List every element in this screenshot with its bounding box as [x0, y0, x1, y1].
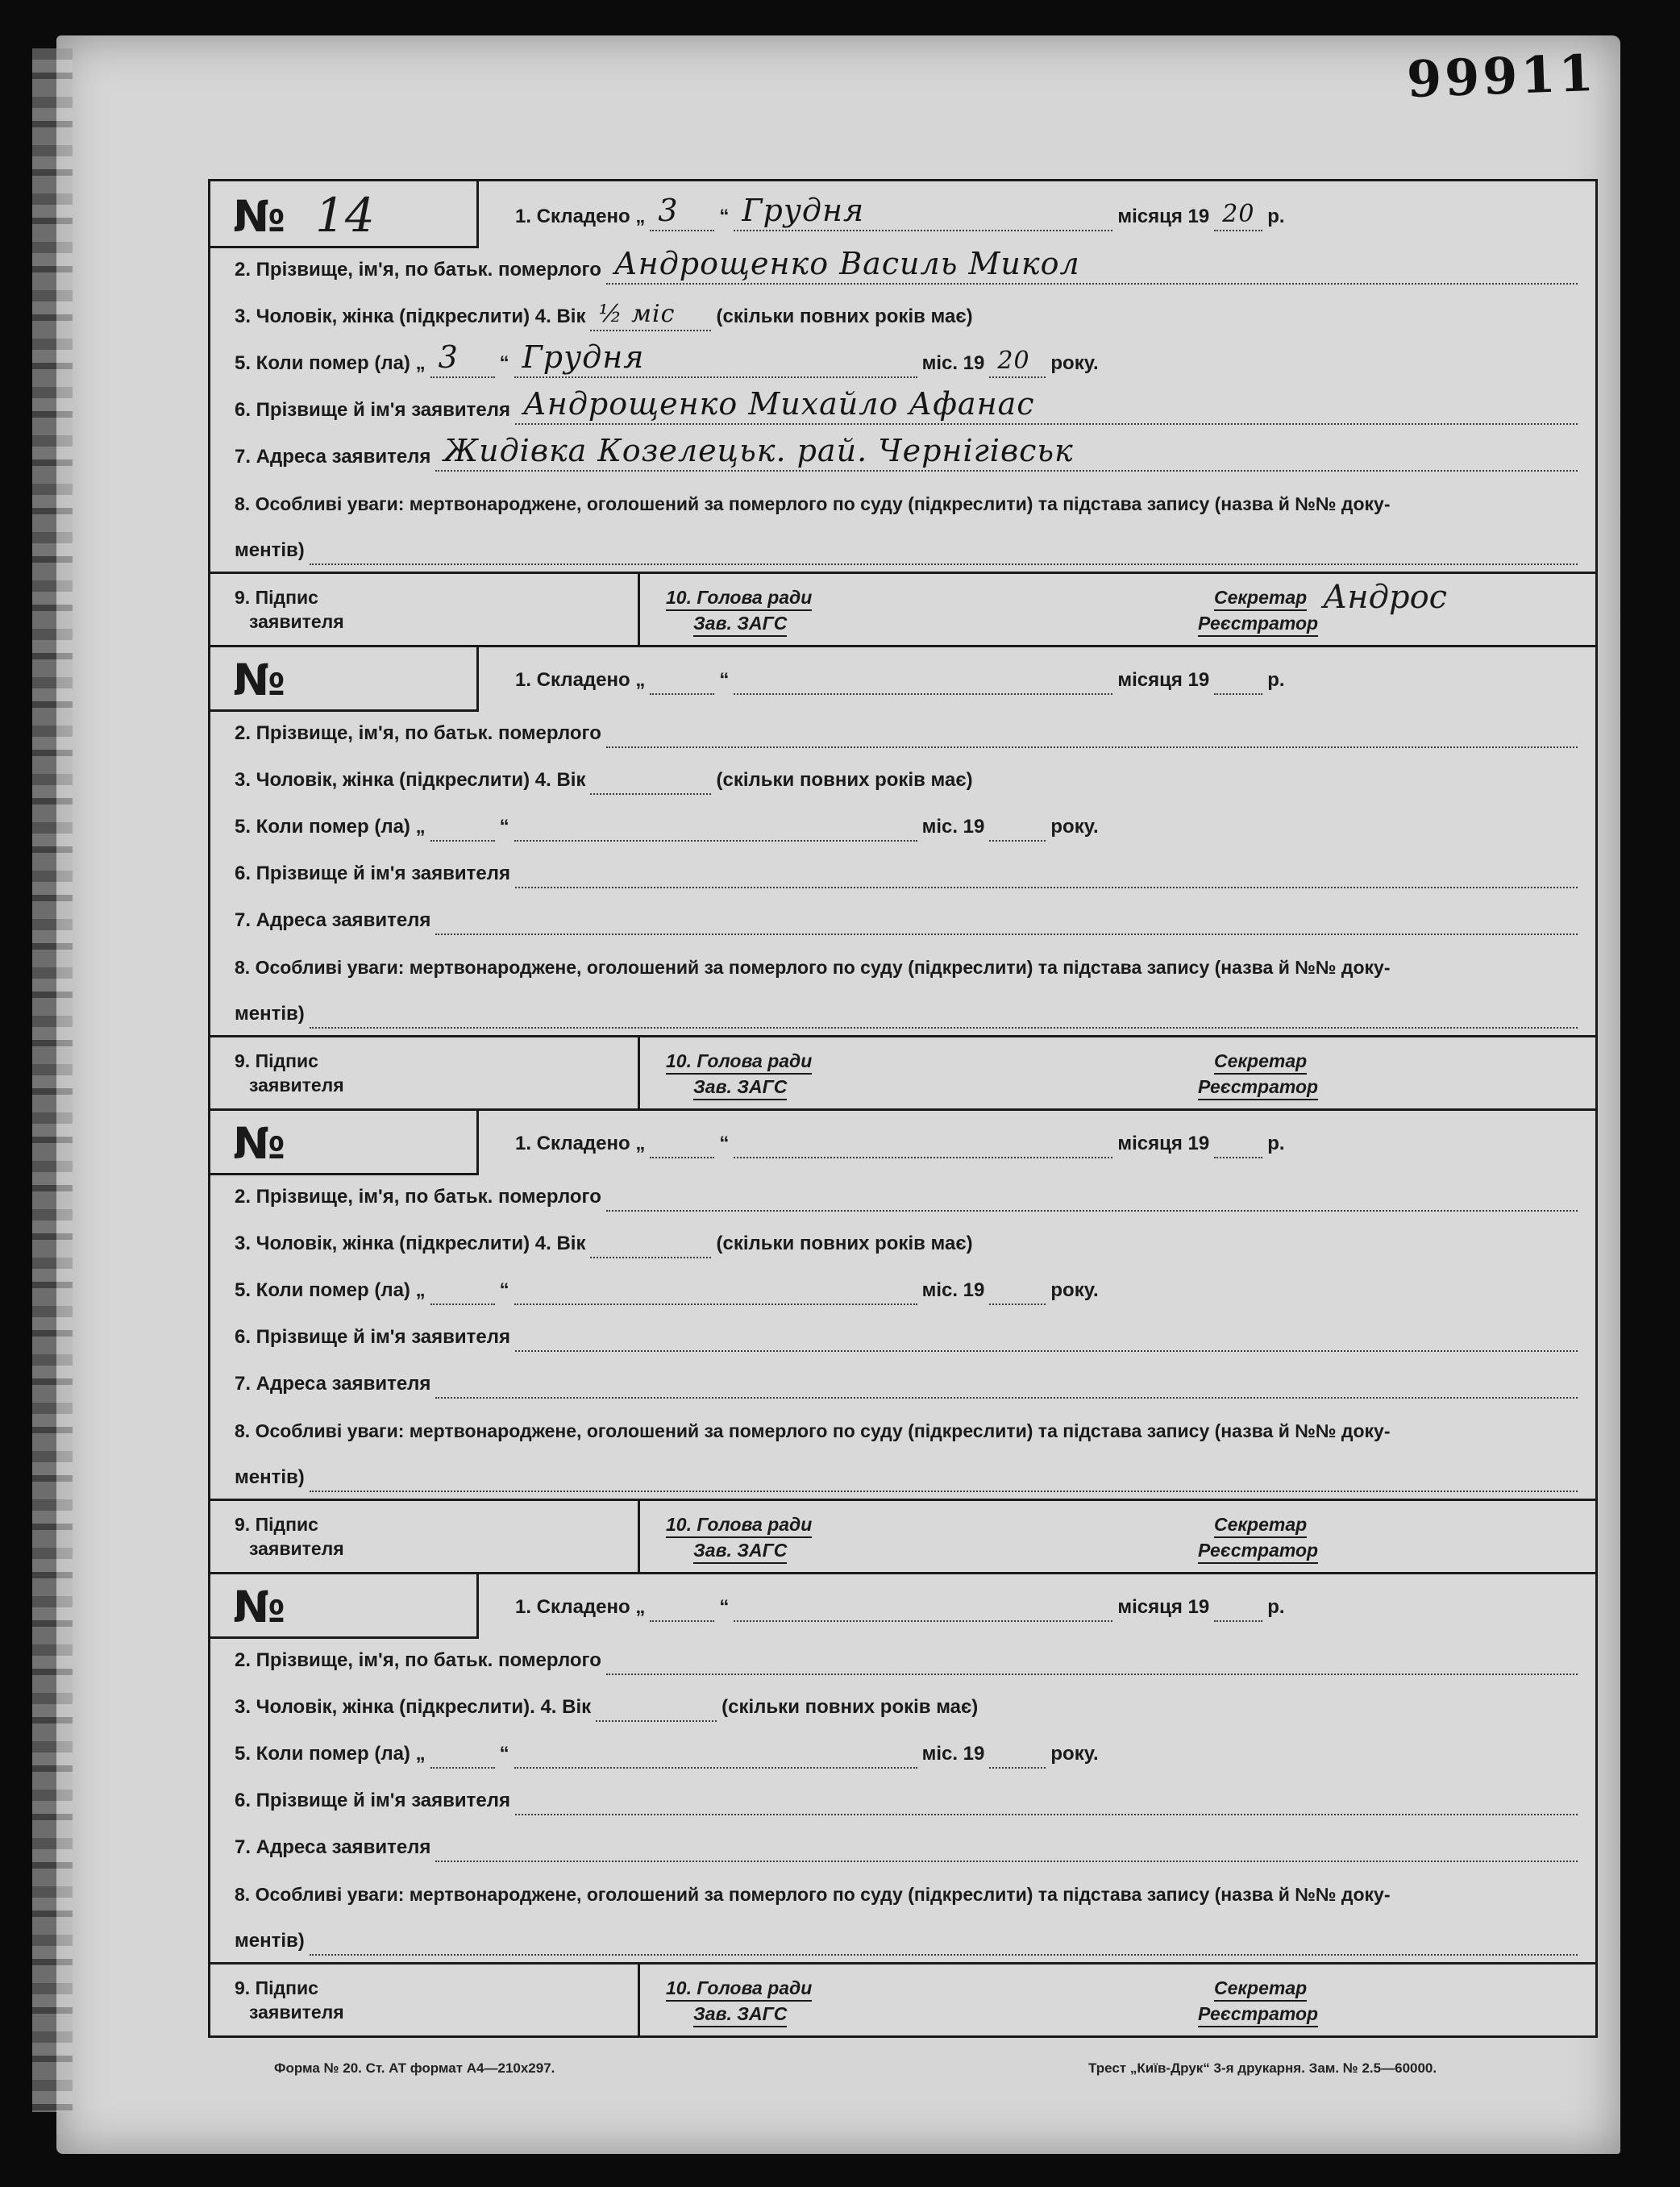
label-month: місяця 19 [1117, 669, 1210, 691]
row-sex-age [235, 1690, 1582, 1722]
record-block [210, 1108, 1595, 1574]
sign-label-line-1: 9. Підпис [235, 1514, 318, 1535]
label-mis: міс. 19 [921, 816, 985, 838]
label-deceased: 2. Прізвище, ім'я, по батьк. померлого [235, 259, 601, 281]
label-sex-age: 3. Чоловік, жінка (підкреслити) 4. Вік [235, 306, 586, 327]
field-died-year [989, 1276, 1046, 1305]
label-roku: року. [1050, 1743, 1099, 1765]
row-sex-age [235, 763, 1582, 795]
label-quote-2: “ [499, 1743, 509, 1765]
label-age-note: (скільки повних років має) [716, 306, 973, 327]
registrar-label: Реєстратор [1198, 2002, 1318, 2027]
row-declarant [235, 856, 1582, 888]
sign-label-line-2: заявителя [249, 611, 344, 632]
secretary-signature [1198, 1976, 1318, 2027]
label-died: 5. Коли помер (ла) „ [235, 816, 426, 838]
footer-printer-info: Трест „Київ-Друк“ 3-я друкарня. Зам. № 2.5—60000. [1088, 2060, 1437, 2076]
secretary-label: Секретар [1214, 1512, 1307, 1538]
handwritten-address: Жидівка Козелецьк. рай. Чернігівськ [443, 433, 1074, 468]
field-age [590, 766, 711, 795]
secretary-signature [1198, 585, 1318, 637]
handwritten-month: Грудня [742, 193, 865, 228]
label-year-r: р. [1267, 1596, 1285, 1618]
label-deceased: 2. Прізвище, ім'я, по батьк. померлого [235, 1649, 601, 1671]
label-month: місяця 19 [1117, 1596, 1210, 1618]
row-notes-cont [235, 533, 1582, 565]
handwritten-day: 3 [658, 193, 679, 228]
sign-label-line-2: заявителя [249, 1075, 344, 1096]
label-year-r: р. [1267, 206, 1285, 227]
row-died [235, 339, 1582, 378]
secretary-label: Секретар [1214, 1976, 1307, 2002]
field-died-day [430, 1276, 495, 1305]
sign-label-line-2: заявителя [249, 1538, 344, 1559]
field-address [435, 906, 1578, 935]
row-compiled [515, 193, 1582, 231]
label-address: 7. Адреса заявителя [235, 1373, 431, 1395]
label-roku: року. [1050, 352, 1099, 374]
signature-row [210, 1962, 1595, 2035]
row-notes-cont [235, 1460, 1582, 1492]
label-quote-2: “ [499, 816, 509, 838]
head-label-2: Зав. ЗАГС [693, 2002, 787, 2027]
label-quote: “ [719, 1133, 730, 1154]
label-mis: міс. 19 [921, 352, 985, 374]
label-notes-cont: ментів) [235, 539, 305, 561]
head-label-1: 10. Голова ради [666, 1512, 812, 1538]
label-month: місяця 19 [1117, 206, 1210, 227]
field-died-day [430, 813, 495, 842]
handwritten-declarant: Андрощенко Михайло Афанас [523, 386, 1035, 422]
label-year-r: р. [1267, 1133, 1285, 1154]
field-day [650, 1593, 714, 1622]
head-label-2: Зав. ЗАГС [693, 1075, 787, 1100]
label-quote: “ [719, 669, 730, 691]
handwritten-year: 20 [1222, 200, 1255, 228]
secretary-signature [1198, 1049, 1318, 1100]
field-address [435, 1833, 1578, 1862]
handwritten-died-year: 20 [997, 347, 1030, 375]
handwritten-died-month: Грудня [522, 339, 645, 375]
label-notes-cont: ментів) [235, 1466, 305, 1488]
label-quote: “ [719, 206, 730, 227]
field-address [435, 433, 1578, 472]
registrar-label: Реєстратор [1198, 1075, 1318, 1100]
field-year [1214, 1593, 1262, 1622]
field-deceased [606, 719, 1578, 748]
label-quote-2: “ [499, 352, 509, 374]
row-address [235, 1366, 1582, 1399]
label-declarant: 6. Прізвище й ім'я заявителя [235, 1790, 511, 1811]
label-mis: міс. 19 [921, 1279, 985, 1301]
label-address: 7. Адреса заявителя [235, 909, 431, 931]
record-number-box [210, 181, 479, 248]
label-address: 7. Адреса заявителя [235, 446, 431, 468]
label-sex-age: 3. Чоловік, жінка (підкреслити) 4. Вік [235, 769, 586, 791]
declarant-signature-label [235, 1512, 622, 1561]
sign-label-line-2: заявителя [249, 2002, 344, 2023]
field-died-month [514, 339, 917, 378]
field-declarant [515, 859, 1578, 888]
head-signature [666, 1049, 812, 1100]
row-died [235, 1273, 1582, 1305]
label-compiled: 1. Складено „ [515, 1133, 646, 1154]
sign-label-line-1: 9. Підпис [235, 1050, 318, 1071]
row-deceased [235, 246, 1582, 285]
head-signature [666, 1512, 812, 1564]
field-year [1214, 1129, 1262, 1158]
page-edge-wear [32, 48, 73, 2112]
field-year [1214, 666, 1262, 695]
number-sign: № [233, 1582, 285, 1632]
label-notes-cont: ментів) [235, 1930, 305, 1952]
signature-row [210, 1035, 1595, 1108]
head-label-2: Зав. ЗАГС [693, 1538, 787, 1564]
field-day [650, 193, 714, 231]
label-age-note: (скільки повних років має) [721, 1696, 979, 1718]
secretary-label: Секретар [1214, 585, 1307, 611]
label-notes: 8. Особливі уваги: мертвонароджене, оголошений за померлого по суду (підкреслити) та підстава запису (назва й №№ доку- [235, 957, 1391, 978]
row-declarant [235, 386, 1582, 425]
death-register-form [208, 179, 1598, 2038]
row-notes [235, 950, 1582, 982]
signature-row [210, 1499, 1595, 1572]
signature-divider [638, 1037, 640, 1108]
field-died-month [514, 1740, 917, 1769]
row-notes [235, 1413, 1582, 1445]
row-deceased [235, 716, 1582, 748]
handwritten-signature: Андрос [1323, 579, 1448, 616]
label-compiled: 1. Складено „ [515, 1596, 646, 1618]
number-sign: № [233, 191, 285, 242]
label-roku: року. [1050, 1279, 1099, 1301]
label-died: 5. Коли помер (ла) „ [235, 1279, 426, 1301]
field-month [734, 193, 1112, 231]
row-notes-cont [235, 1923, 1582, 1956]
label-declarant: 6. Прізвище й ім'я заявителя [235, 1326, 511, 1348]
row-notes-cont [235, 996, 1582, 1029]
row-deceased [235, 1179, 1582, 1212]
label-compiled: 1. Складено „ [515, 206, 646, 227]
field-notes [310, 536, 1578, 565]
row-declarant [235, 1783, 1582, 1815]
row-sex-age [235, 299, 1582, 331]
signature-divider [638, 1501, 640, 1572]
label-address: 7. Адреса заявителя [235, 1836, 431, 1858]
row-notes [235, 486, 1582, 518]
archive-number: 99911 [1405, 43, 1598, 110]
label-quote-2: “ [499, 1279, 509, 1301]
field-month [734, 1593, 1112, 1622]
record-block [210, 645, 1595, 1111]
label-died: 5. Коли помер (ла) „ [235, 1743, 426, 1765]
field-died-year [989, 349, 1046, 378]
row-declarant [235, 1320, 1582, 1352]
label-roku: року. [1050, 816, 1099, 838]
field-died-month [514, 1276, 917, 1305]
secretary-label: Секретар [1214, 1049, 1307, 1075]
label-notes: 8. Особливі уваги: мертвонароджене, оголошений за померлого по суду (підкреслити) та підстава запису (назва й №№ доку- [235, 1884, 1391, 1905]
registrar-label: Реєстратор [1198, 1538, 1318, 1564]
label-mis: міс. 19 [921, 1743, 985, 1765]
label-month: місяця 19 [1117, 1133, 1210, 1154]
field-declarant [515, 1323, 1578, 1352]
label-notes: 8. Особливі уваги: мертвонароджене, оголошений за померлого по суду (підкреслити) та підстава запису (назва й №№ доку- [235, 493, 1391, 514]
declarant-signature-label [235, 1049, 622, 1097]
label-sex-age: 3. Чоловік, жінка (підкреслити). 4. Вік [235, 1696, 592, 1718]
field-year [1214, 202, 1262, 231]
row-died [235, 809, 1582, 842]
row-address [235, 903, 1582, 935]
row-compiled [515, 663, 1582, 695]
label-age-note: (скільки повних років має) [716, 1233, 973, 1254]
field-notes [310, 1463, 1578, 1492]
field-month [734, 666, 1112, 695]
label-age-note: (скільки повних років має) [716, 769, 973, 791]
footer-form-info: Форма № 20. Ст. АТ формат А4—210х297. [274, 2060, 555, 2076]
field-declarant [515, 386, 1578, 425]
record-number-box [210, 1108, 479, 1175]
field-age [596, 1693, 717, 1722]
registrar-label: Реєстратор [1198, 611, 1318, 637]
row-address [235, 433, 1582, 472]
field-address [435, 1370, 1578, 1399]
field-day [650, 666, 714, 695]
label-notes: 8. Особливі уваги: мертвонароджене, оголошений за померлого по суду (підкреслити) та підстава запису (назва й №№ доку- [235, 1420, 1391, 1441]
head-label-1: 10. Голова ради [666, 1976, 812, 2002]
number-sign: № [233, 655, 285, 705]
label-declarant: 6. Прізвище й ім'я заявителя [235, 863, 511, 884]
record-block [210, 1572, 1595, 2035]
field-deceased [606, 1183, 1578, 1212]
declarant-signature-label [235, 585, 622, 634]
head-label-1: 10. Голова ради [666, 1049, 812, 1075]
handwritten-deceased: Андрощенко Василь Микол [613, 246, 1080, 281]
signature-divider [638, 574, 640, 645]
label-died: 5. Коли помер (ла) „ [235, 352, 426, 374]
field-declarant [515, 1786, 1578, 1815]
field-age [590, 302, 711, 331]
field-died-day [430, 1740, 495, 1769]
label-quote: “ [719, 1596, 730, 1618]
handwritten-died-day: 3 [438, 339, 459, 375]
field-notes [310, 1927, 1578, 1956]
number-sign: № [233, 1118, 285, 1169]
signature-row [210, 572, 1595, 645]
handwritten-age: ½ міс [598, 300, 676, 328]
field-day [650, 1129, 714, 1158]
field-died-year [989, 1740, 1046, 1769]
row-address [235, 1830, 1582, 1862]
row-compiled [515, 1126, 1582, 1158]
field-age [590, 1229, 711, 1258]
sign-label-line-1: 9. Підпис [235, 587, 318, 608]
label-notes-cont: ментів) [235, 1003, 305, 1025]
field-deceased [606, 1646, 1578, 1675]
head-label-1: 10. Голова ради [666, 585, 812, 611]
label-compiled: 1. Складено „ [515, 669, 646, 691]
record-number-box [210, 645, 479, 712]
label-deceased: 2. Прізвище, ім'я, по батьк. померлого [235, 722, 601, 744]
field-deceased [606, 246, 1578, 285]
field-notes [310, 1000, 1578, 1029]
secretary-signature [1198, 1512, 1318, 1564]
record-number-box [210, 1572, 479, 1639]
field-died-day [430, 339, 495, 378]
record-number: 14 [315, 188, 375, 243]
field-died-year [989, 813, 1046, 842]
head-signature [666, 585, 812, 637]
label-declarant: 6. Прізвище й ім'я заявителя [235, 399, 511, 421]
row-sex-age [235, 1226, 1582, 1258]
row-deceased [235, 1643, 1582, 1675]
row-died [235, 1736, 1582, 1769]
head-signature [666, 1976, 812, 2027]
record-block [210, 181, 1595, 647]
declarant-signature-label [235, 1976, 622, 2024]
field-month [734, 1129, 1112, 1158]
label-deceased: 2. Прізвище, ім'я, по батьк. померлого [235, 1186, 601, 1208]
head-label-2: Зав. ЗАГС [693, 611, 787, 637]
row-notes [235, 1877, 1582, 1909]
row-compiled [515, 1590, 1582, 1622]
label-sex-age: 3. Чоловік, жінка (підкреслити) 4. Вік [235, 1233, 586, 1254]
signature-divider [638, 1965, 640, 2035]
sign-label-line-1: 9. Підпис [235, 1977, 318, 1998]
label-year-r: р. [1267, 669, 1285, 691]
field-died-month [514, 813, 917, 842]
